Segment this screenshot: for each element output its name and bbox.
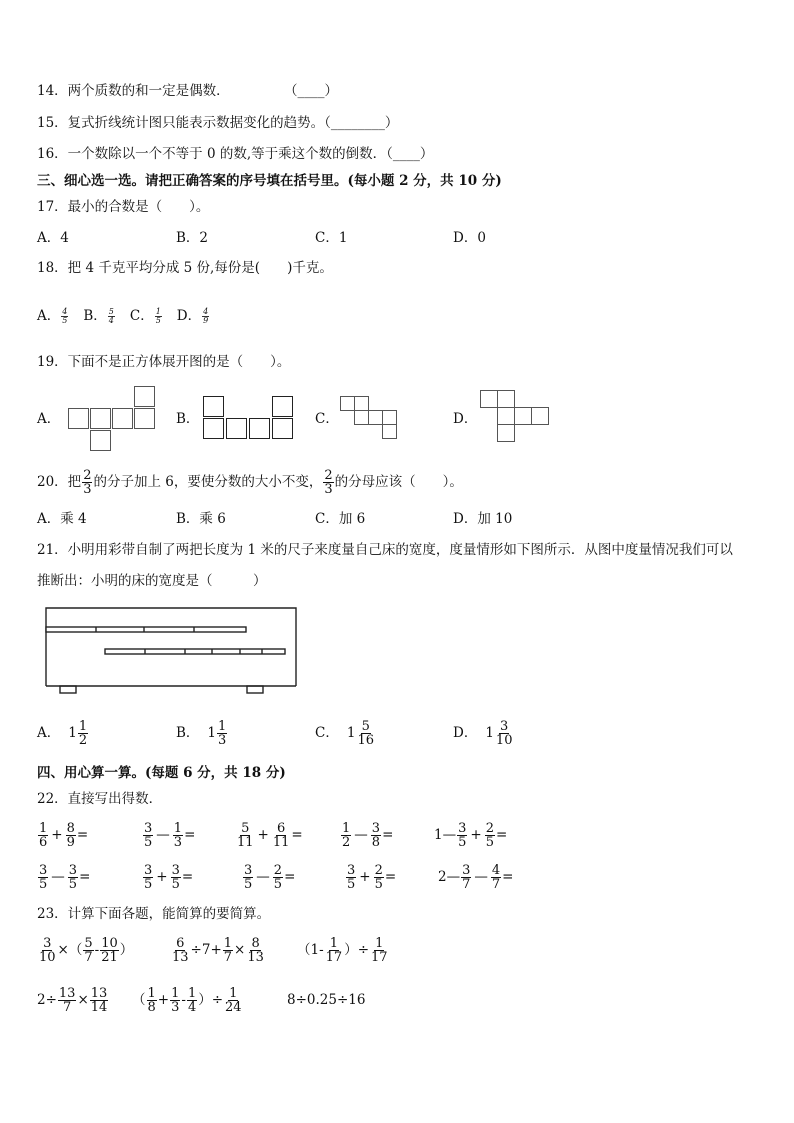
- q17-option-d[interactable]: D．0: [453, 230, 486, 246]
- q18-option-c[interactable]: C． $\frac{1}{5}$: [129, 307, 161, 325]
- q18-option-b[interactable]: B． $\frac{5}{4}$: [83, 307, 114, 325]
- q20-option-c[interactable]: C．加 6: [315, 511, 366, 527]
- q18-options: [37, 304, 210, 328]
- q22-expr-1: $\frac{1}{6}$ + $\frac{8}{9}$ =: [39, 820, 89, 850]
- q20-stem: 20．把 $\frac{2}{3}$ 的分子加上 6，要使分数的大小不变， $\frac{2}{3}$ 的分母应该（ ）。: [37, 467, 463, 497]
- q23-expr-3: （1- $\frac{1}{17}$ ）÷ $\frac{1}{17}$: [297, 935, 388, 965]
- q17-option-b[interactable]: B．2: [176, 230, 209, 246]
- q22-expr-5: 1— $\frac{3}{5}$ + $\frac{2}{5}$ =: [434, 820, 508, 850]
- q19-option-c-label[interactable]: C．: [315, 411, 339, 427]
- q21-option-a[interactable]: A． 1 $\frac{1}{2}$: [37, 718, 88, 748]
- q19-option-d-label[interactable]: D．: [453, 411, 478, 427]
- q22-expr-8: $\frac{3}{5}$ — $\frac{2}{5}$ =: [244, 862, 296, 892]
- q14-text: 14．两个质数的和一定是偶数．: [37, 83, 230, 99]
- q23-expr-4: 2÷ $\frac{13}{7}$ × $\frac{13}{14}$: [37, 985, 108, 1015]
- cube-net-d: [480, 390, 550, 444]
- bed-measurement-figure: [40, 600, 300, 695]
- q21-option-b[interactable]: B． 1 $\frac{1}{3}$: [176, 718, 227, 748]
- q20-option-a[interactable]: A．乘 4: [37, 511, 87, 527]
- q22-expr-3: $\frac{5}{11}$ + $\frac{6}{11}$ =: [237, 820, 303, 850]
- q21-option-c[interactable]: C． 1 $\frac{5}{16}$: [315, 718, 374, 748]
- q17-stem: 17．最小的合数是（ ）。: [37, 199, 210, 215]
- q22-expr-10: 2— $\frac{3}{7}$ — $\frac{4}{7}$ =: [438, 862, 514, 892]
- q21-line1: 21．小明用彩带自制了两把长度为 1 米的尺子来度量自己床的宽度，度量情形如下图所示．从图中度量情况我们可以: [37, 542, 733, 558]
- q23-stem: 23．计算下面各题，能简算的要简算。: [37, 906, 271, 922]
- q20-option-b[interactable]: B．乘 6: [176, 511, 226, 527]
- section-3-heading: 三、细心选一选。请把正确答案的序号填在括号里。(每小题 2 分，共 10 分): [37, 173, 502, 189]
- section-4-heading: 四、用心算一算。(每题 6 分，共 18 分): [37, 765, 286, 781]
- q18-option-d[interactable]: D． $\frac{4}{9}$: [176, 307, 209, 325]
- q14-answer-blank[interactable]: （____）: [283, 83, 338, 99]
- q22-expr-9: $\frac{3}{5}$ + $\frac{2}{5}$ =: [347, 862, 397, 892]
- q22-stem: 22．直接写出得数．: [37, 791, 163, 807]
- cube-net-c: [340, 396, 398, 440]
- cube-net-b: [203, 396, 295, 440]
- q22-expr-7: $\frac{3}{5}$ + $\frac{3}{5}$ =: [144, 862, 194, 892]
- q18-stem: 18．把 4 千克平均分成 5 份,每份是( )千克。: [37, 260, 333, 276]
- q23-expr-1: $\frac{3}{10}$ ×（ $\frac{5}{7}$ - $\frac{10}{21}$ ）: [39, 935, 134, 965]
- q23-expr-5: （ $\frac{1}{8}$ + $\frac{1}{3}$ - $\frac{1}{4}$ ）÷ $\frac{1}{24}$: [132, 985, 242, 1015]
- q15: 15．复式折线统计图只能表示数据变化的趋势。（________）: [37, 115, 399, 131]
- q16: 16．一个数除以一个不等于 0 的数,等于乘这个数的倒数．（____）: [37, 146, 434, 162]
- q18-option-a[interactable]: A． $\frac{4}{5}$: [37, 307, 68, 325]
- q17-option-c[interactable]: C．1: [315, 230, 348, 246]
- q17-option-a[interactable]: A．4: [37, 230, 69, 246]
- q23-expr-2: $\frac{6}{13}$ ÷7+ $\frac{1}{7}$ × $\frac{8}{13}$: [172, 935, 264, 965]
- q19-stem: 19．下面不是正方体展开图的是（ ）。: [37, 354, 291, 370]
- q23-expr-6: 8÷0.25÷16: [287, 992, 366, 1008]
- q22-expr-4: $\frac{1}{2}$ — $\frac{3}{8}$ =: [342, 820, 394, 850]
- q21-line2: 推断出：小明的床的宽度是（ ）: [37, 573, 267, 589]
- q14: [37, 82, 338, 100]
- q21-option-d[interactable]: D． 1 $\frac{3}{10}$: [453, 718, 513, 748]
- q22-expr-6: $\frac{3}{5}$ — $\frac{3}{5}$ =: [39, 862, 91, 892]
- q22-expr-2: $\frac{3}{5}$ — $\frac{1}{3}$ =: [144, 820, 196, 850]
- q20-option-d[interactable]: D．加 10: [453, 511, 513, 527]
- q19-option-b-label[interactable]: B．: [176, 411, 200, 427]
- q19-option-a-label[interactable]: A．: [37, 411, 61, 427]
- cube-net-a: [68, 386, 158, 452]
